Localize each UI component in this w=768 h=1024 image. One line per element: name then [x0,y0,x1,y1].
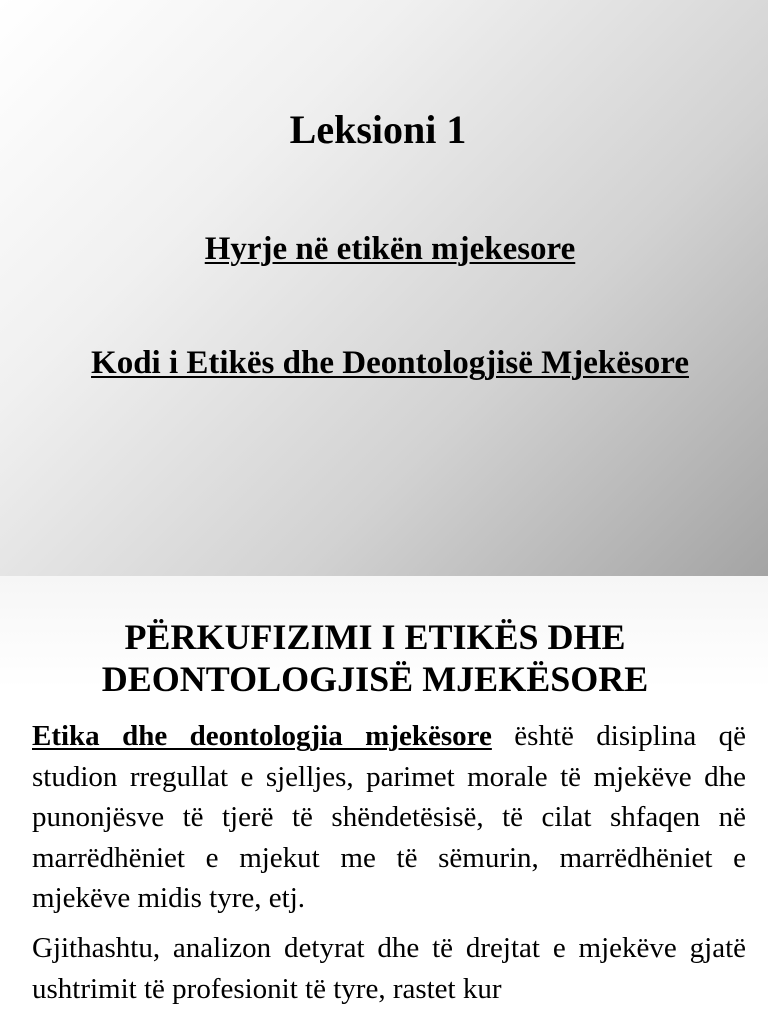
definition-term: Etika dhe deontologjia mjekësore [32,720,492,752]
definition-heading [0,616,750,700]
slide-subtitle-intro: Hyrje në etikën mjekesore [204,231,576,267]
analysis-text: Gjithashtu, analizon detyrat dhe të drejtat e mjekëve gjatë ushtrimit të profesionit të tyre, rastet kur [32,932,746,1005]
slide-title: Leksioni 1 [289,107,467,152]
slide-subtitle-code: Kodi i Etikës dhe Deontologjisë Mjekësore [91,345,689,381]
definition-heading-line-1: PËRKUFIZIMI I ETIKËS DHE [124,617,626,657]
definition-paragraph [32,716,746,919]
definition-text: është disiplina që studion rregullat e sjelljes, parimet morale të mjekëve dhe punonjësve të tjerë të shëndetësisë, të cilat shfaqen në marrëdhëniet e mjekut me të sëmurin, marrëdhëniet e mjekëve midis tyre, etj. [32,720,746,914]
analysis-paragraph [32,928,746,1009]
definition-heading-line-2: DEONTOLOGJISË MJEKËSORE [101,659,649,699]
